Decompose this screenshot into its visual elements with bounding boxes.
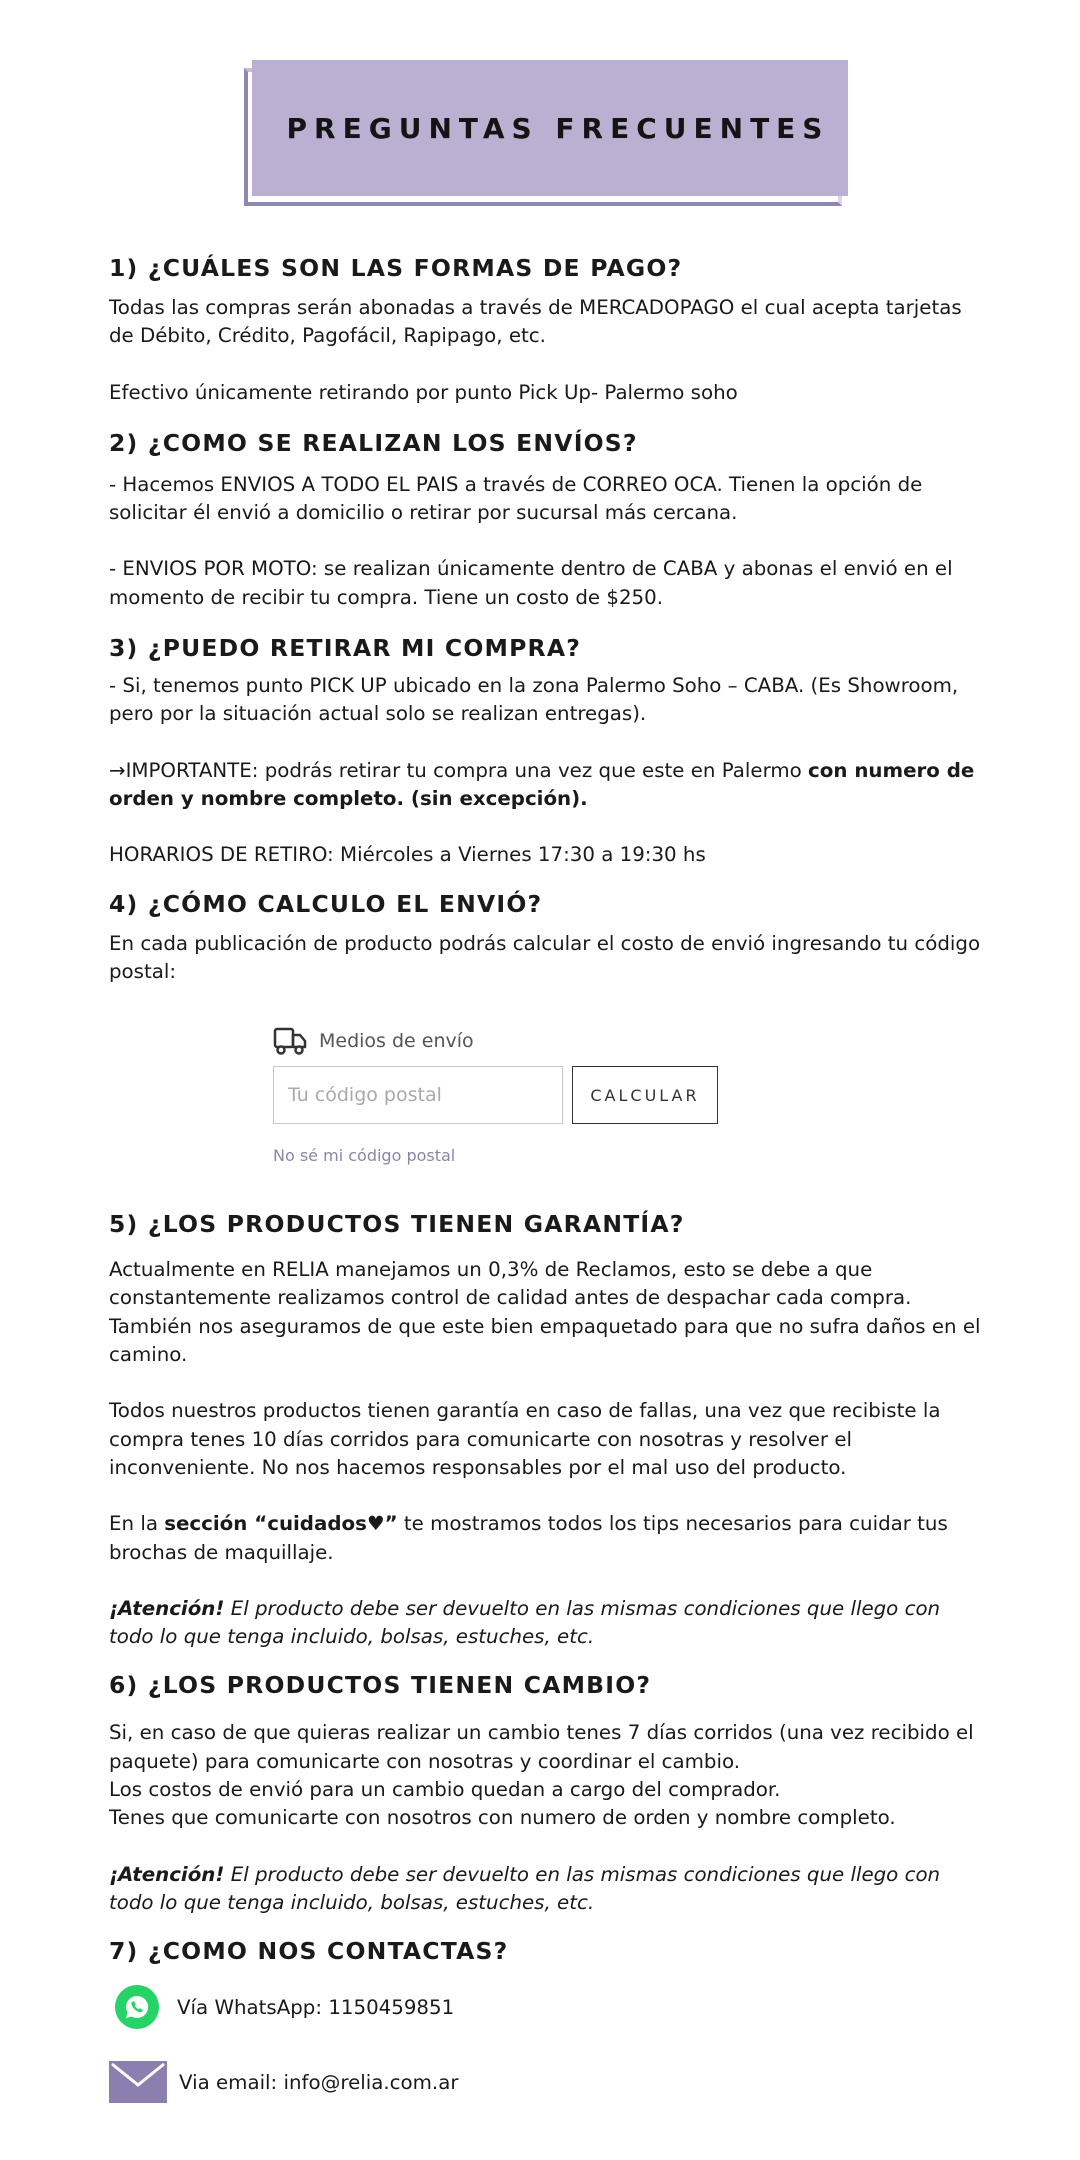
attention-note: ¡Atención! El producto debe ser devuelto en las mismas condiciones que llego con todo lo que tenga incluido, bolsas, estuches, etc. bbox=[109, 1596, 941, 1649]
faq-text: Todas las compras serán abonadas a través de MERCADOPAGO el cual acepta tarjetas de Débito, Crédito, Pagofácil, Rapipago, etc. bbox=[109, 296, 962, 348]
banner-box bbox=[252, 60, 848, 196]
attention-note: ¡Atención! El producto debe ser devuelto en las mismas condiciones que llego con todo lo que tenga incluido, bolsas, estuches, etc. bbox=[109, 1862, 941, 1914]
shipping-calculator bbox=[109, 1026, 989, 1208]
whatsapp-text[interactable]: Vía WhatsApp: 1150459851 bbox=[177, 1995, 455, 2019]
truck-icon bbox=[273, 1026, 307, 1056]
faq-text bbox=[109, 757, 989, 814]
page-title: PREGUNTAS FRECUENTES bbox=[286, 111, 830, 145]
whatsapp-icon[interactable] bbox=[115, 1985, 159, 2029]
faq-text: Los costos de envió para un cambio quedan a cargo del comprador. bbox=[109, 1778, 781, 1802]
calc-label: Medios de envío bbox=[319, 1030, 474, 1053]
faq-text: - ENVIOS POR MOTO: se realizan únicamente dentro de CABA y abonas el envió en el momento de recibir tu compra. Tiene un costo de $250. bbox=[109, 557, 953, 609]
faq-title-warranty: 5) ¿LOS PRODUCTOS TIENEN GARANTÍA? bbox=[109, 1210, 685, 1239]
faq-content bbox=[109, 252, 989, 2103]
faq-text: Actualmente en RELIA manejamos un 0,3% de Reclamos, esto se debe a que constantemente realizamos control de calidad antes de despachar cada compra. También nos aseguramos de que este bien empaquetado para que no sufra daños en el camino. bbox=[109, 1258, 981, 1367]
faq-title-payment: 1) ¿CUÁLES SON LAS FORMAS DE PAGO? bbox=[109, 254, 683, 282]
envelope-icon[interactable] bbox=[109, 2061, 167, 2103]
faq-text: Efectivo únicamente retirando por punto Pick Up- Palermo soho bbox=[109, 380, 738, 404]
faq-text: Tenes que comunicarte con nosotros con numero de orden y nombre completo. bbox=[109, 1806, 896, 1830]
whatsapp-contact[interactable] bbox=[109, 1985, 989, 2029]
faq-title-contact: 7) ¿COMO NOS CONTACTAS? bbox=[109, 1937, 509, 1966]
faq-title-calc: 4) ¿CÓMO CALCULO EL ENVIÓ? bbox=[109, 889, 543, 918]
pickup-hours: HORARIOS DE RETIRO: Miércoles a Viernes 17:30 a 19:30 hs bbox=[109, 843, 706, 867]
faq-text: En la sección “cuidados♥” te mostramos todos los tips necesarios para cuidar tus brochas de maquillaje. bbox=[109, 1512, 948, 1564]
care-section-link: sección “cuidados♥” bbox=[164, 1512, 398, 1536]
faq-text: - Hacemos ENVIOS A TODO EL PAIS a través de CORREO OCA. Tienen la opción de solicitar él envió a domicilio o retirar por sucursal más cercana. bbox=[109, 472, 923, 525]
email-text[interactable]: Via email: info@relia.com.ar bbox=[179, 2070, 459, 2094]
email-contact[interactable] bbox=[109, 2061, 989, 2103]
faq-text: Si, en caso de que quieras realizar un cambio tenes 7 días corridos (una vez recibido el paquete) para comunicarte con nosotras y coordinar el cambio. bbox=[109, 1721, 974, 1773]
calculate-button[interactable]: CALCULAR bbox=[572, 1066, 718, 1124]
faq-text: En cada publicación de producto podrás calcular el costo de envió ingresando tu código postal: bbox=[109, 931, 981, 983]
important-note: →IMPORTANTE: podrás retirar tu compra una vez que este en Palermo bbox=[109, 758, 809, 782]
calc-header bbox=[273, 1026, 474, 1056]
faq-text: Todos nuestros productos tienen garantía en caso de fallas, una vez que recibiste la compra tenes 10 días corridos para comunicarte con nosotras y resolver el inconveniente. No nos hacemos responsables por el mal uso del producto. bbox=[109, 1399, 941, 1479]
faq-title-pickup: 3) ¿PUEDO RETIRAR MI COMPRA? bbox=[109, 634, 582, 663]
faq-text: - Si, tenemos punto PICK UP ubicado en la zona Palermo Soho – CABA. (Es Showroom, pero por la situación actual solo se realizan entregas). bbox=[109, 674, 959, 726]
postal-code-input[interactable] bbox=[273, 1066, 563, 1124]
faq-title-exchange: 6) ¿LOS PRODUCTOS TIENEN CAMBIO? bbox=[109, 1671, 652, 1700]
faq-title-shipping: 2) ¿COMO SE REALIZAN LOS ENVÍOS? bbox=[109, 428, 638, 457]
page-banner bbox=[244, 60, 848, 210]
unknown-postal-code-link[interactable]: No sé mi código postal bbox=[273, 1146, 456, 1166]
important-note-bold: con numero de orden y nombre completo. (sin excepción). bbox=[109, 758, 975, 810]
